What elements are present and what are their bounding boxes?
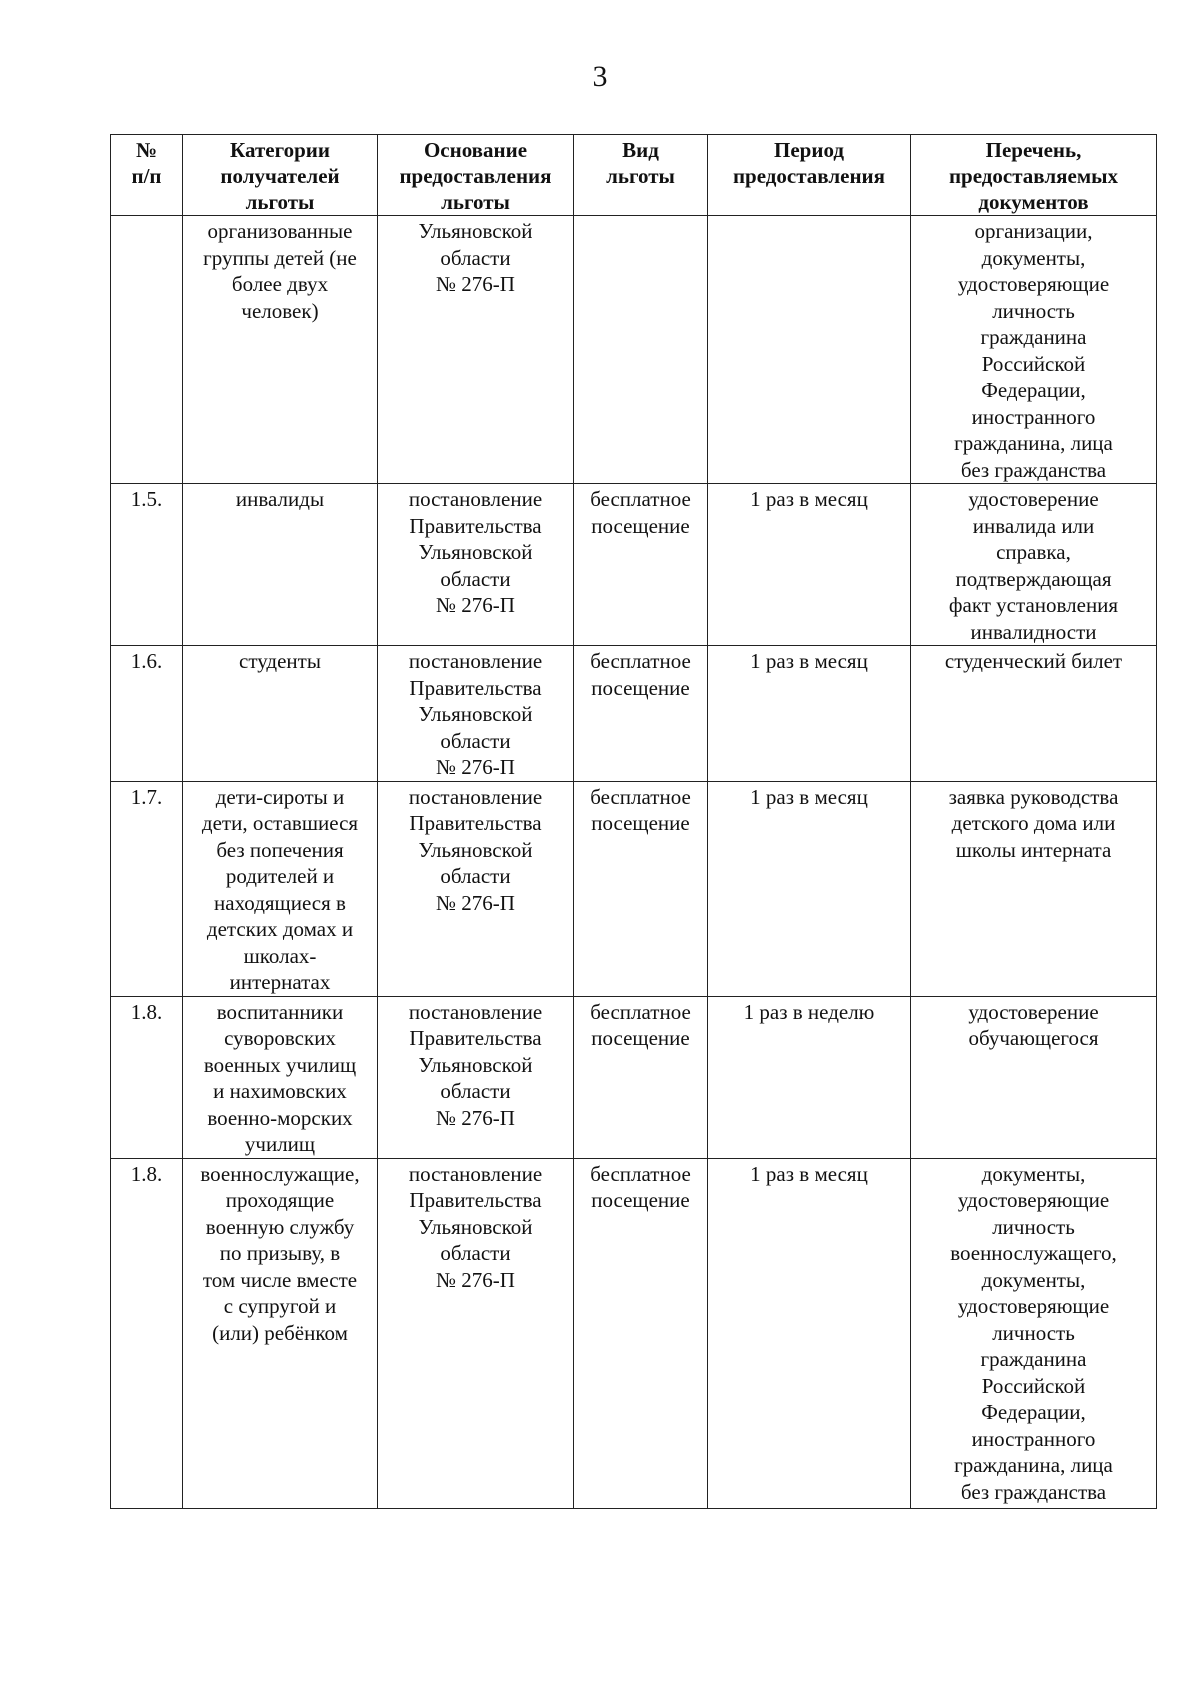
row-category: дети-сироты и дети, оставшиеся без попечения родителей и находящиеся в детских домах и школах- интернатах (183, 781, 378, 996)
header-basis: Основание предоставления льготы (378, 135, 574, 216)
row-number (111, 216, 183, 484)
header-documents: Перечень, предоставляемых документов (911, 135, 1157, 216)
table-row (111, 646, 1157, 782)
header-number: № п/п (111, 135, 183, 216)
row-benefit-type (574, 216, 708, 484)
row-documents: студенческий билет (911, 646, 1157, 782)
table-header-row (111, 135, 1157, 216)
row-period: 1 раз в месяц (708, 781, 911, 996)
row-benefit-type: бесплатное посещение (574, 484, 708, 646)
row-category: воспитанники суворовских военных училищ и нахимовских военно-морских училищ (183, 996, 378, 1158)
row-number: 1.8. (111, 1158, 183, 1508)
row-documents: удостоверение обучающегося (911, 996, 1157, 1158)
header-benefit-type: Вид льготы (574, 135, 708, 216)
table-row (111, 216, 1157, 484)
row-period: 1 раз в месяц (708, 646, 911, 782)
page-number: 3 (592, 60, 608, 93)
header-category: Категории получателей льготы (183, 135, 378, 216)
row-period: 1 раз в неделю (708, 996, 911, 1158)
row-number: 1.5. (111, 484, 183, 646)
row-basis: постановление Правительства Ульяновской области № 276-П (378, 1158, 574, 1508)
row-documents: заявка руководства детского дома или школы интерната (911, 781, 1157, 996)
row-documents: организации, документы, удостоверяющие личность гражданина Российской Федерации, иностранного гражданина, лица без гражданства (911, 216, 1157, 484)
table-row (111, 996, 1157, 1158)
row-number: 1.8. (111, 996, 183, 1158)
row-basis: постановление Правительства Ульяновской области № 276-П (378, 996, 574, 1158)
table-row (111, 781, 1157, 996)
row-period: 1 раз в месяц (708, 484, 911, 646)
row-category: военнослужащие, проходящие военную службу по призыву, в том числе вместе с супругой и (или) ребёнком (183, 1158, 378, 1508)
row-basis: постановление Правительства Ульяновской области № 276-П (378, 484, 574, 646)
row-documents: документы, удостоверяющие личность военнослужащего, документы, удостоверяющие личность гражданина Российской Федерации, иностранного гражданина, лица без гражданства (911, 1158, 1157, 1508)
header-period: Период предоставления (708, 135, 911, 216)
benefits-table (110, 134, 1157, 1509)
row-period: 1 раз в месяц (708, 1158, 911, 1508)
row-category: инвалиды (183, 484, 378, 646)
row-basis: постановление Правительства Ульяновской области № 276-П (378, 646, 574, 782)
row-benefit-type: бесплатное посещение (574, 996, 708, 1158)
row-benefit-type: бесплатное посещение (574, 781, 708, 996)
row-benefit-type: бесплатное посещение (574, 646, 708, 782)
row-number: 1.7. (111, 781, 183, 996)
table-row (111, 1158, 1157, 1508)
row-basis: Ульяновской области № 276-П (378, 216, 574, 484)
row-period (708, 216, 911, 484)
row-number: 1.6. (111, 646, 183, 782)
table-row (111, 484, 1157, 646)
row-category: студенты (183, 646, 378, 782)
row-basis: постановление Правительства Ульяновской области № 276-П (378, 781, 574, 996)
row-category: организованные группы детей (не более двух человек) (183, 216, 378, 484)
row-benefit-type: бесплатное посещение (574, 1158, 708, 1508)
row-documents: удостоверение инвалида или справка, подтверждающая факт установления инвалидности (911, 484, 1157, 646)
